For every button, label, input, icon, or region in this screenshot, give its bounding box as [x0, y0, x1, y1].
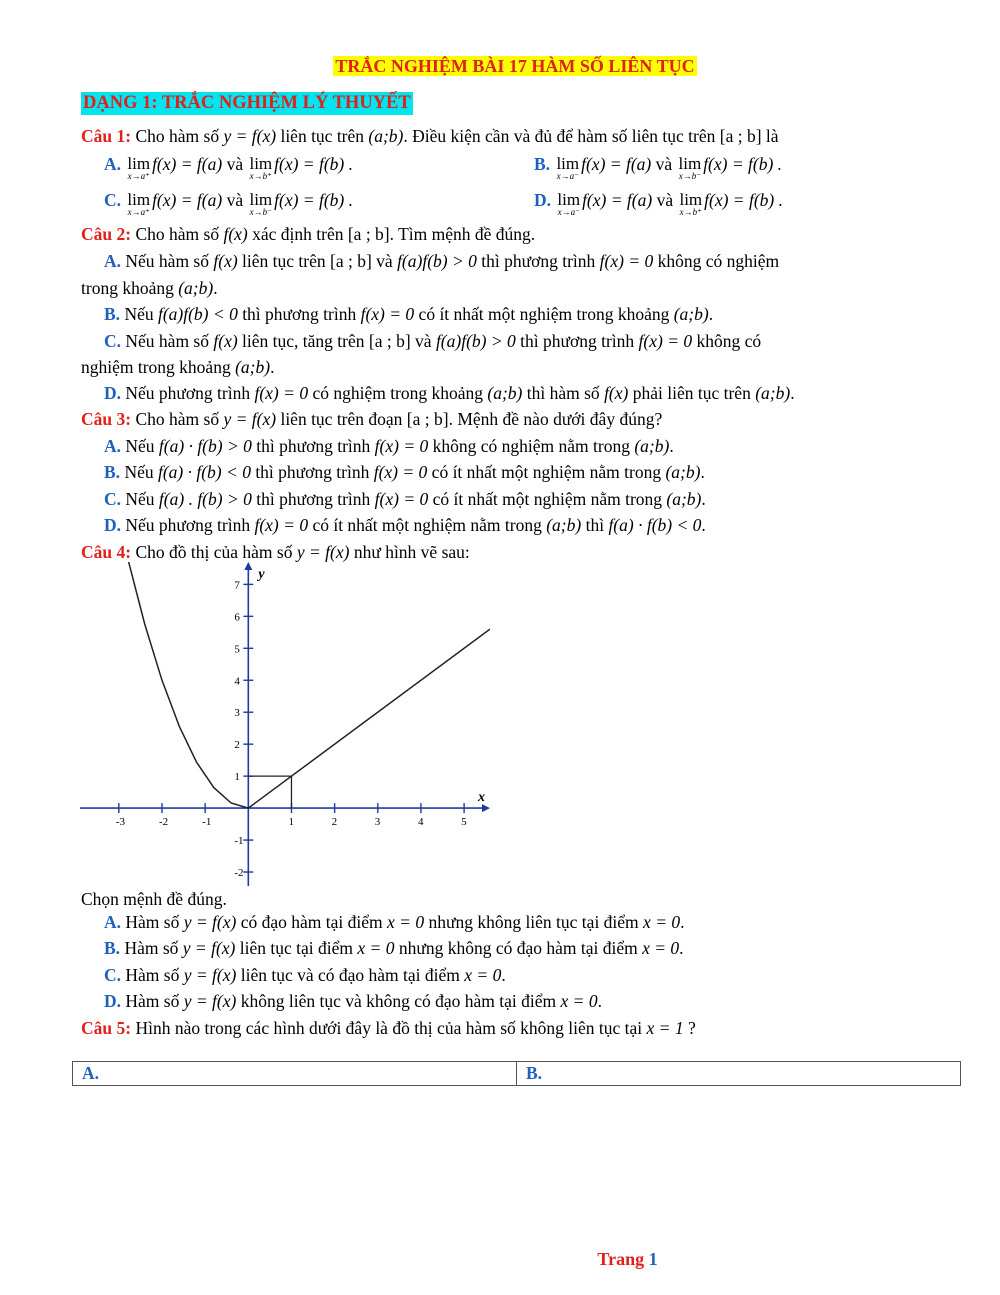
question-4-option-c[interactable]: C. Hàm số y = f(x) liên tục và có đạo hàm tại điểm x = 0. — [104, 965, 506, 985]
question-3-option-a[interactable]: A. Nếu f(a) · f(b) > 0 thì phương trình f(x) = 0 không có nghiệm nằm trong (a;b). — [104, 436, 674, 456]
y-tick-label: 5 — [234, 643, 240, 656]
question-2-option-b[interactable]: B. Nếu f(a)f(b) < 0 thì phương trình f(x) = 0 có ít nhất một nghiệm trong khoảng (a;b). — [104, 304, 714, 324]
question-1-option-a[interactable]: A. lim x→a⁺ f(x) = f(a) và lim x→b⁺ f(x) = f(b) . — [104, 154, 354, 181]
answer-table — [72, 1061, 961, 1086]
page-title: TRẮC NGHIỆM BÀI 17 HÀM SỐ LIÊN TỤC — [335, 56, 695, 76]
question-2-option-a[interactable]: A. Nếu hàm số f(x) liên tục trên [a ; b] và f(a)f(b) > 0 thì phương trình f(x) = 0 không có nghiệm — [104, 251, 780, 271]
x-tick-label: 5 — [461, 816, 467, 829]
section-heading: DẠNG 1: TRẮC NGHIỆM LÝ THUYẾT — [83, 93, 411, 113]
answer-cell-a[interactable]: A. — [82, 1063, 100, 1083]
x-tick-label: 4 — [417, 816, 424, 829]
linear-branch — [248, 629, 490, 808]
x-tick-label: -3 — [115, 816, 126, 829]
question-3-option-d[interactable]: D. Nếu phương trình f(x) = 0 có ít nhất một nghiệm nằm trong (a;b) thì f(a) · f(b) < 0. — [104, 515, 706, 535]
question-2-option-c-cont: nghiệm trong khoảng (a;b). — [81, 357, 275, 377]
x-tick-label: -1 — [202, 816, 212, 829]
x-tick-label: -2 — [159, 816, 169, 829]
question-2-option-c[interactable]: C. Nếu hàm số f(x) liên tục, tăng trên [a ; b] và f(a)f(b) > 0 thì phương trình f(x) = 0 không có — [104, 331, 762, 351]
question-4-option-d[interactable]: D. Hàm số y = f(x) không liên tục và không có đạo hàm tại điểm x = 0. — [104, 991, 602, 1011]
y-tick-label: 4 — [234, 675, 240, 688]
question-1-stem: Câu 1: Cho hàm số y = f(x) liên tục trên (a;b). Điều kiện cần và đủ để hàm số liên tục trên [a ; b] là — [81, 126, 779, 146]
x-tick-label: 3 — [374, 816, 381, 829]
question-1-option-d[interactable]: D. lim x→a⁻ f(x) = f(a) và lim x→b⁺ f(x) = f(b) . — [534, 190, 784, 217]
y-tick-label: 2 — [234, 739, 240, 752]
parabola-branch — [128, 562, 249, 808]
question-3-option-c[interactable]: C. Nếu f(a) . f(b) > 0 thì phương trình f(x) = 0 có ít nhất một nghiệm nằm trong (a;b). — [104, 489, 706, 509]
answer-cell-b[interactable]: B. — [516, 1062, 960, 1085]
x-tick-label: 2 — [331, 816, 338, 829]
question-5-stem: Câu 5: Hình nào trong các hình dưới đây là đồ thị của hàm số không liên tục tại x = 1 ? — [81, 1018, 696, 1038]
y-tick-label: 7 — [234, 579, 240, 592]
y-axis-label: y — [258, 567, 265, 582]
question-2-option-a-cont: trong khoảng (a;b). — [81, 278, 218, 298]
question-4-option-a[interactable]: A. Hàm số y = f(x) có đạo hàm tại điểm x = 0 nhưng không liên tục tại điểm x = 0. — [104, 912, 685, 932]
question-1-option-b[interactable]: B. lim x→a⁻ f(x) = f(a) và lim x→b⁻ f(x) = f(b) . — [534, 154, 783, 181]
question-4-stem: Câu 4: Cho đồ thị của hàm số y = f(x) như hình vẽ sau: — [81, 542, 470, 562]
y-tick-label: -1 — [234, 835, 244, 848]
page-footer: Trang 1 — [597, 1249, 658, 1269]
x-axis-label: x — [478, 790, 485, 806]
question-4-option-b[interactable]: B. Hàm số y = f(x) liên tục tại điểm x = 0 nhưng không có đạo hàm tại điểm x = 0. — [104, 938, 684, 958]
x-tick-label: 1 — [288, 816, 294, 829]
question-4-prompt: Chọn mệnh đề đúng. — [81, 889, 227, 909]
question-3-option-b[interactable]: B. Nếu f(a) · f(b) < 0 thì phương trình f(x) = 0 có ít nhất một nghiệm nằm trong (a;b). — [104, 462, 705, 482]
question-2-stem: Câu 2: Cho hàm số f(x) xác định trên [a ; b]. Tìm mệnh đề đúng. — [81, 224, 536, 244]
question-2-option-d[interactable]: D. Nếu phương trình f(x) = 0 có nghiệm trong khoảng (a;b) thì hàm số f(x) phải liên tục trên (a;b). — [104, 383, 795, 403]
y-tick-label: 3 — [234, 707, 240, 720]
question-1-option-c[interactable]: C. lim x→a⁺ f(x) = f(a) và lim x→b⁻ f(x) = f(b) . — [104, 190, 354, 217]
question-3-stem: Câu 3: Cho hàm số y = f(x) liên tục trên đoạn [a ; b]. Mệnh đề nào dưới đây đúng? — [81, 409, 663, 429]
y-tick-label: -2 — [234, 867, 244, 880]
function-graph — [80, 562, 490, 888]
y-tick-label: 6 — [234, 611, 240, 624]
y-tick-label: 1 — [234, 771, 240, 784]
